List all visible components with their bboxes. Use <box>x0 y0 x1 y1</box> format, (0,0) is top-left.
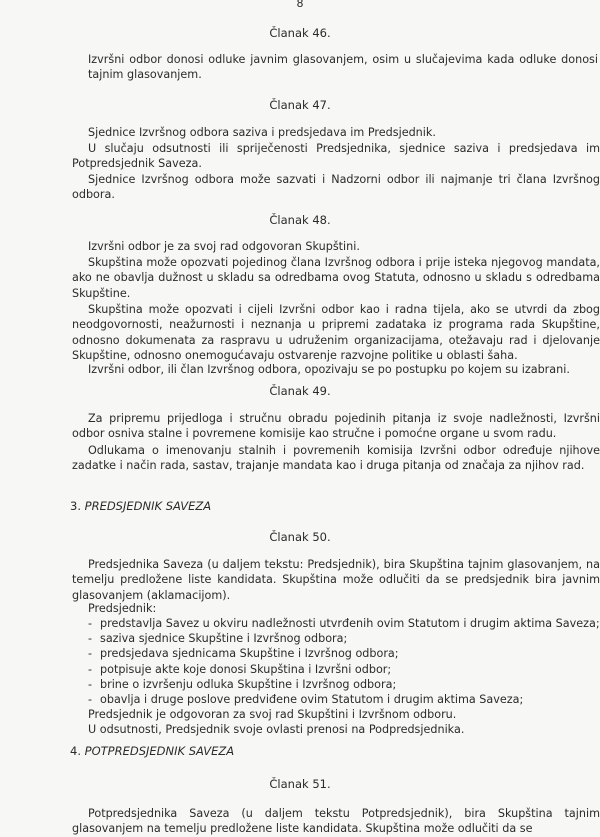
article-50-paragraph-1: Predsjednika Saveza (u daljem tekstu: Predsjednik), bira Skupština tajnim glasovanjem, na temelju predložene liste kandidata. Skupština može odlučiti da se predsjednik bira javnim glasovanjem (aklamacijom). <box>72 558 600 602</box>
article-48-paragraph-4: Izvršni odbor, ili član Izvršnog odbora, opozivaju se po postupku po kojem su izabrani. <box>88 363 570 376</box>
president-duties-list <box>88 616 600 707</box>
article-50-paragraph-2: Predsjednik: <box>88 602 157 615</box>
article-50-paragraph-4: U odsutnosti, Predsjednik svoje ovlasti prenosi na Podpredsjednika. <box>88 723 465 736</box>
article-46-title: Članak 46. <box>269 26 331 40</box>
article-48-paragraph-3: Skupština može opozvati i cijeli Izvršni odbor kao i radna tijela, ako se utvrdi da zbog neodgovornosti, neažurnosti i neznanja u pripremi zadataka iz programa rada Skupštine, odnosno dokumenata za raspravu u udruženim organizacijama, otežavaju rad i djelovanje Skupštine, odnosno onemogućavaju ostvarenje razvojne politike u oblasti šaha. <box>72 303 600 362</box>
section-3-number: 3. <box>70 499 81 513</box>
list-item: - predstavlja Savez u okviru nadležnosti utvrđenih ovim Statutom i drugim aktima Saveza; <box>88 616 600 631</box>
section-3-label: PREDSJEDNIK SAVEZA <box>84 499 212 513</box>
section-3-heading <box>70 499 211 513</box>
list-item: - obavlja i druge poslove predviđene ovim Statutom i drugim aktima Saveza; <box>88 692 600 707</box>
list-item: - potpisuje akte koje donosi Skupština i Izvršni odbor; <box>88 662 600 677</box>
article-51-paragraph-1: Potpredsjednika Saveza (u daljem tekstu Potpredsjednik), bira Skupština tajnim glasovanjem na temelju predložene liste kandidata. Skupština može odlučiti da se <box>72 807 600 836</box>
list-item: - saziva sjednice Skupštine i Izvršnog odbora; <box>88 631 600 646</box>
article-50-paragraph-3: Predsjednik je odgovoran za svoj rad Skupštini i Izvršnom odboru. <box>88 708 457 721</box>
list-item: - predsjedava sjednicama Skupštine i Izvršnog odbora; <box>88 646 600 661</box>
article-47-title: Članak 47. <box>269 98 331 112</box>
article-47-paragraph-3: Sjednice Izvršnog odbora može sazvati i Nadzorni odbor ili najmanje tri člana Izvršnog odbora. <box>72 173 600 202</box>
article-49-paragraph-1: Za pripremu prijedloga i stručnu obradu pojedinih pitanja iz svoje nadležnosti, Izvršni odbor osniva stalne i povremene komisije kao stručne i pomoćne organe u svom radu. <box>72 412 600 441</box>
list-item: - brine o izvršenju odluka Skupštine i Izvršnog odbora; <box>88 677 600 692</box>
article-49-paragraph-2: Odlukama o imenovanju stalnih i povremenih komisija Izvršni odbor određuje njihove zadatke i način rada, sastav, trajanje mandata kao i druga pitanja od značaja za njihov rad. <box>72 444 600 473</box>
section-4-number: 4. <box>70 744 81 758</box>
page-number: 8 <box>296 0 304 10</box>
section-4-label: POTPREDSJEDNIK SAVEZA <box>84 744 235 758</box>
article-48-title: Članak 48. <box>269 213 331 227</box>
article-47-paragraph-1: Sjednice Izvršnog odbora saziva i predsjedava im Predsjednik. <box>88 126 436 139</box>
article-46-paragraph-1: Izvršni odbor donosi odluke javnim glasovanjem, osim u slučajevima kada odluke donosi tajnim glasovanjem. <box>88 53 598 82</box>
article-51-title: Članak 51. <box>269 777 331 791</box>
article-49-title: Članak 49. <box>269 384 331 398</box>
section-4-heading <box>70 744 234 758</box>
article-47-paragraph-2: U slučaju odsutnosti ili spriječenosti Predsjednika, sjednice saziva i predsjedava im Potpredsjednik Saveza. <box>72 142 600 171</box>
article-48-paragraph-1: Izvršni odbor je za svoj rad odgovoran Skupštini. <box>88 240 360 253</box>
article-50-title: Članak 50. <box>269 530 331 544</box>
article-48-paragraph-2: Skupština može opozvati pojedinog člana Izvršnog odbora i prije isteka njegovog mandata, ako ne obavlja dužnost u skladu sa odredbama ovog Statuta, odnosno u skladu s odredbama Skupštine. <box>72 256 600 300</box>
